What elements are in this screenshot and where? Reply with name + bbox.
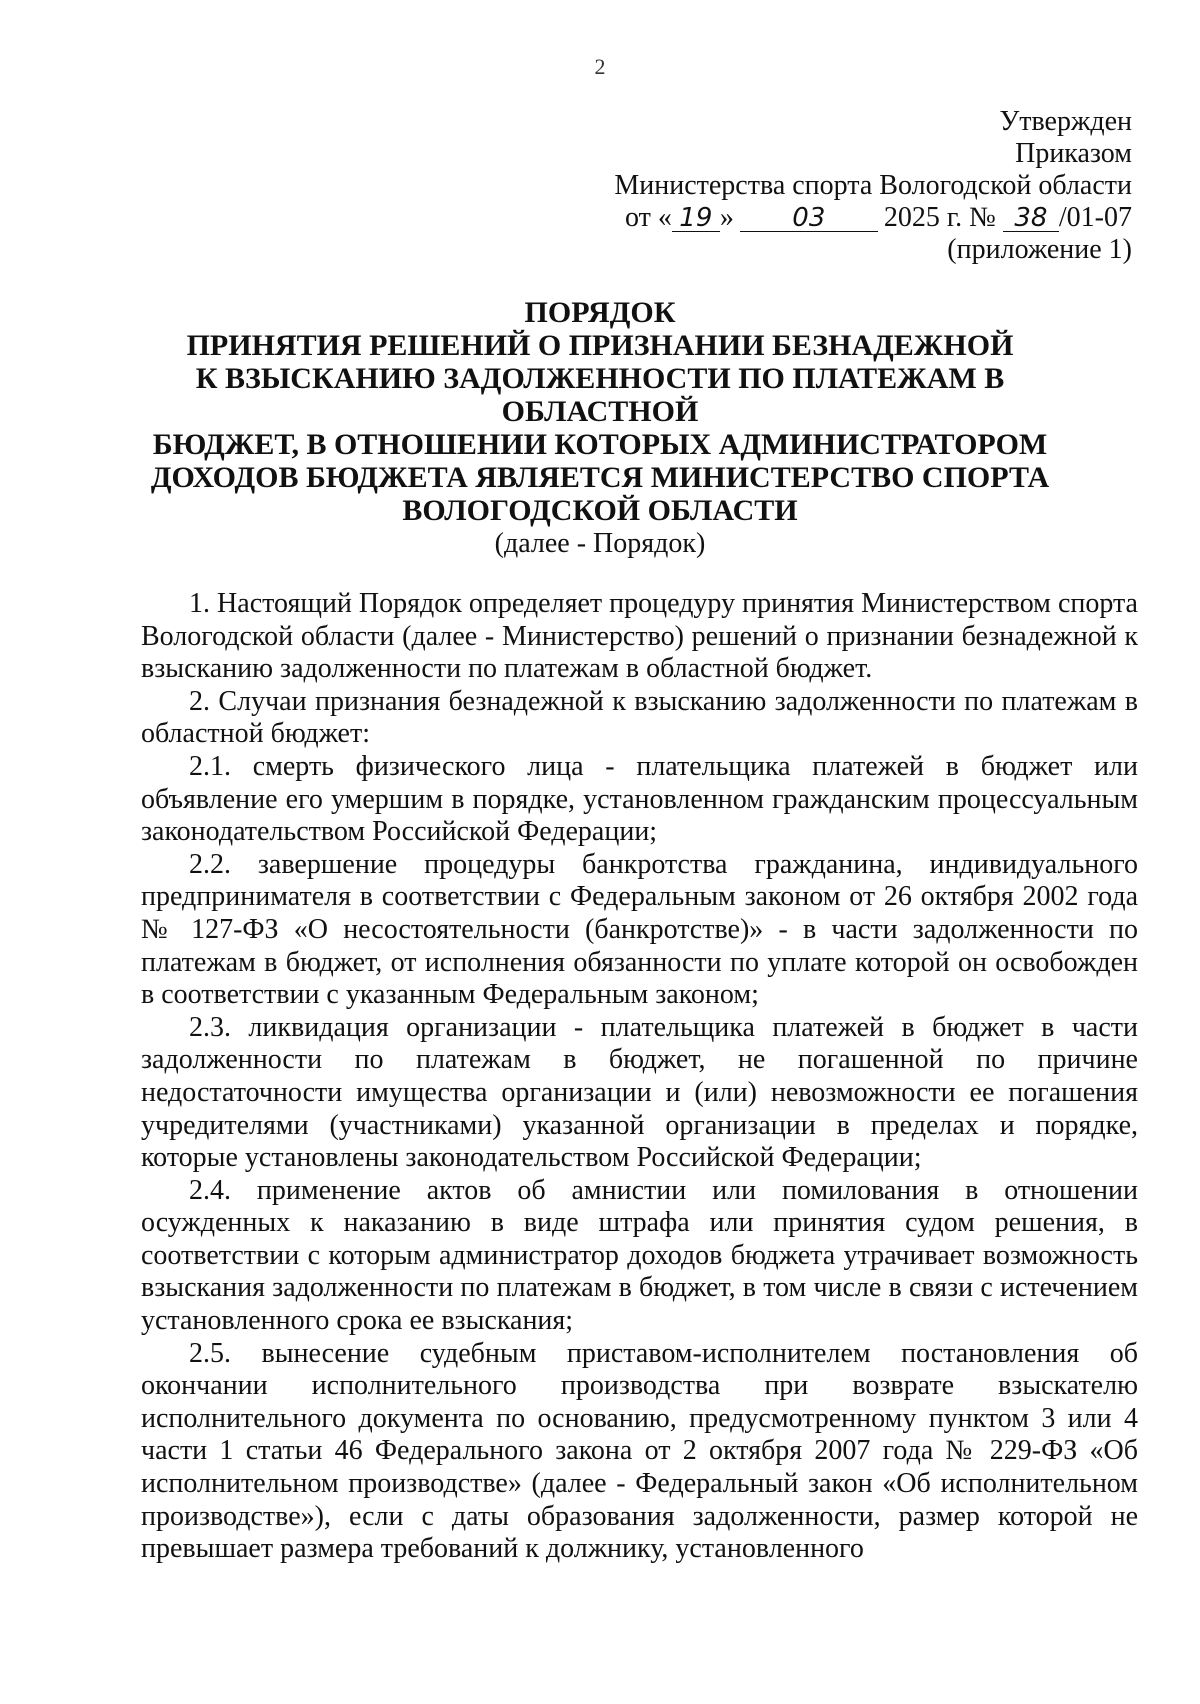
approval-block — [512, 106, 1132, 266]
approval-order-label: Приказом — [1015, 138, 1132, 169]
paragraph-2: 2. Случаи признания безнадежной к взысканию задолженности по платежам в областной бюджет: — [141, 685, 1138, 750]
approval-order-suffix: /01-07 — [1058, 202, 1132, 233]
approval-date-day-close: » — [719, 202, 734, 233]
paragraph-2-1: 2.1. смерть физического лица - плательщика платежей в бюджет или объявление его умершим в порядке, установленном гражданским процессуальным законодательством Российской Федерации; — [141, 750, 1138, 848]
paragraph-2-2: 2.2. завершение процедуры банкротства гражданина, индивидуального предпринимателя в соответствии с Федеральным законом от 26 октября 2002 года № 127-ФЗ «О несостоятельности (банкротстве)» - в части задолженности по платежам в бюджет, от исполнения обязанности по уплате которой он освобожден в соответствии с указанным Федеральным законом; — [141, 848, 1138, 1011]
document-body — [141, 588, 1138, 1566]
heading-subtitle: (далее - Порядок) — [494, 528, 706, 559]
paragraph-2-4: 2.4. применение актов об амнистии или помилования в отношении осужденных к наказанию в виде штрафа или принятия судом решения, в соответствии с которым администратор доходов бюджета утрачивает возможность взыскания задолженности по платежам в бюджет, в том числе в связи с истечением установленного срока ее взыскания; — [141, 1174, 1138, 1337]
approval-date-day: 19 — [672, 205, 720, 232]
heading-line: ДОХОДОВ БЮДЖЕТА ЯВЛЯЕТСЯ МИНИСТЕРСТВО СПОРТА — [150, 461, 1050, 494]
approval-date-line — [512, 202, 1132, 234]
paragraph-2-5: 2.5. вынесение судебным приставом-исполнителем постановления об окончании исполнительного производства при возврате взыскателю исполнительного документа по основанию, предусмотренному пунктом 3 или 4 части 1 статьи 46 Федерального закона от 2 октября 2007 года № 229-ФЗ «Об исполнительном производстве» (далее - Федеральный закон «Об исполнительном производстве»), если с даты образования задолженности, размер которой не превышает размера требований к должнику, установленного — [141, 1337, 1138, 1565]
approval-appendix: (приложение 1) — [947, 234, 1132, 265]
approval-order-number: 38 — [1003, 205, 1059, 232]
approval-date-prefix: от « — [624, 202, 672, 233]
heading-line: К ВЗЫСКАНИЮ ЗАДОЛЖЕННОСТИ ПО ПЛАТЕЖАМ В ОБЛАСТНОЙ — [195, 362, 1005, 428]
approval-approved: Утвержден — [999, 106, 1132, 137]
approval-date-month: 03 — [740, 205, 878, 232]
paragraph-2-3: 2.3. ликвидация организации - плательщика платежей в бюджет в части задолженности по платежам в бюджет, не погашенной по причине недостаточности имущества организации и (или) невозможности ее погашения учредителями (участниками) указанной организации в пределах и порядке, которые установлены законодательством Российской Федерации; — [141, 1011, 1138, 1174]
heading-title: ПОРЯДОК — [524, 296, 676, 329]
paragraph-1: 1. Настоящий Порядок определяет процедуру принятия Министерством спорта Вологодской области (далее - Министерство) решений о признании безнадежной к взысканию задолженности по платежам в областной бюджет. — [141, 588, 1138, 685]
heading-line: ПРИНЯТИЯ РЕШЕНИЙ О ПРИЗНАНИИ БЕЗНАДЕЖНОЙ — [186, 329, 1014, 362]
approval-ministry: Министерства спорта Вологодской области — [614, 170, 1132, 201]
document-heading — [120, 296, 1080, 561]
page-number: 2 — [594, 54, 606, 79]
heading-line: БЮДЖЕТ, В ОТНОШЕНИИ КОТОРЫХ АДМИНИСТРАТОРОМ — [152, 428, 1048, 461]
approval-date-year: 2025 г. № — [883, 202, 996, 233]
heading-line: ВОЛОГОДСКОЙ ОБЛАСТИ — [402, 494, 798, 527]
